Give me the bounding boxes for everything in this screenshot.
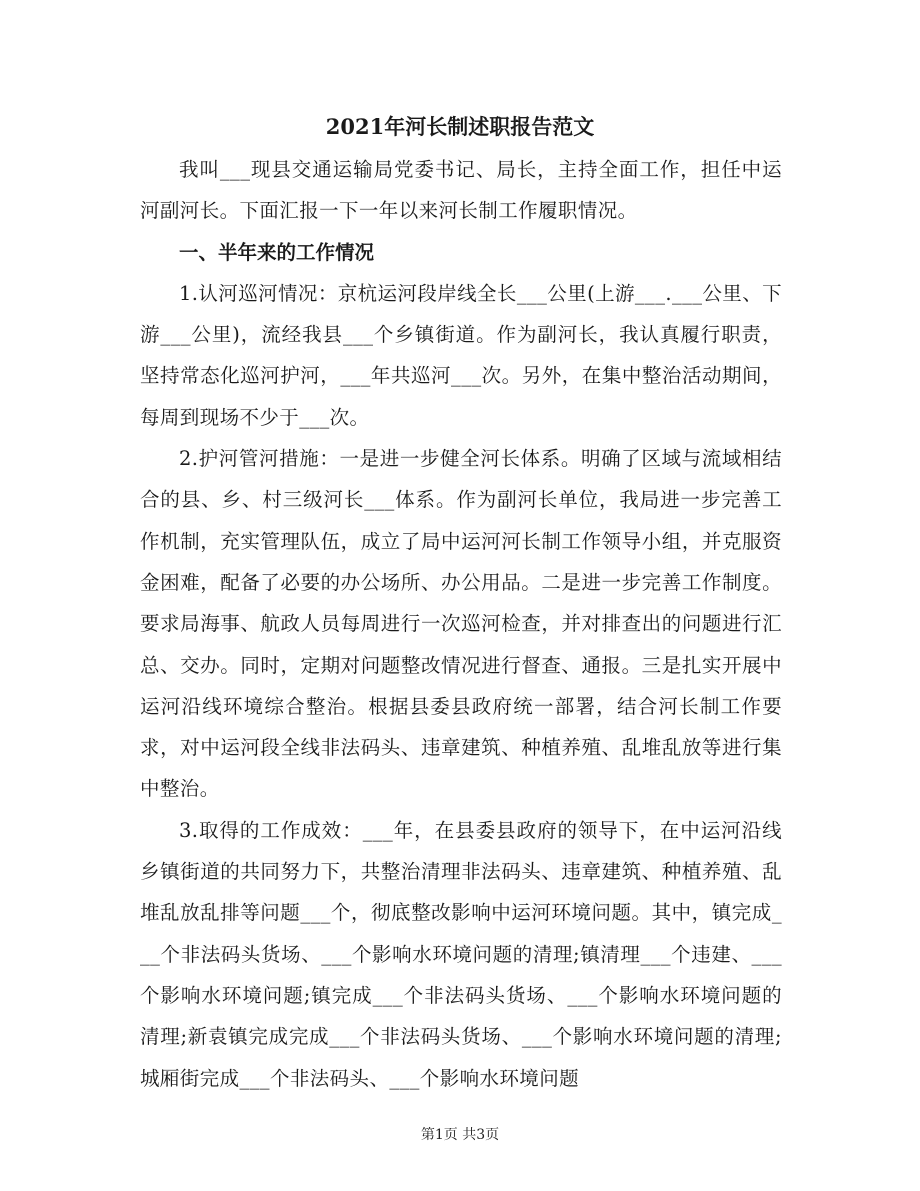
page-footer: 第1页 共3页: [420, 1127, 500, 1143]
paragraph-river-patrol: 1.认河巡河情况：京杭运河段岸线全长___公里(上游___.___公里、下游___公里)，流经我县___个乡镇街道。作为副河长，我认真履行职责，坚持常态化巡河护河，___年共巡河___次。另外，在集中整治活动期间，每周到现场不少于___次。: [140, 281, 782, 429]
intro-paragraph: 我叫___现县交通运输局党委书记、局长，主持全面工作，担任中运河副河长。下面汇报一下一年以来河长制工作履职情况。: [140, 158, 782, 223]
section-heading: 一、半年来的工作情况: [179, 240, 375, 264]
document-title: 2021年河长制述职报告范文: [325, 114, 595, 139]
document-body: [140, 149, 782, 1099]
paragraph-river-management: 2.护河管河措施：一是进一步健全河长体系。明确了区域与流域相结合的县、乡、村三级河长___体系。作为副河长单位，我局进一步完善工作机制，充实管理队伍，成立了局中运河河长制工作领导小组，并克服资金困难，配备了必要的办公场所、办公用品。二是进一步完善工作制度。要求局海事、航政人员每周进行一次巡河检查，并对排查出的问题进行汇总、交办。同时，定期对问题整改情况进行督查、通报。三是扎实开展中运河沿线环境综合整治。根据县委县政府统一部署，结合河长制工作要求，对中运河段全线非法码头、违章建筑、种植养殖、乱堆乱放等进行集中整治。: [140, 447, 782, 801]
paragraph-work-results: 3.取得的工作成效：___年，在县委县政府的领导下，在中运河沿线乡镇街道的共同努力下，共整治清理非法码头、违章建筑、种植养殖、乱堆乱放乱排等问题___个，彻底整改影响中运河环境问题。其中，镇完成___个非法码头货场、___个影响水环境问题的清理;镇清理___个违建、___个影响水环境问题;镇完成___个非法码头货场、___个影响水环境问题的清理;新袁镇完成完成___个非法码头货场、___个影响水环境问题的清理;城厢街完成___个非法码头、___个影响水环境问题: [140, 818, 782, 1090]
